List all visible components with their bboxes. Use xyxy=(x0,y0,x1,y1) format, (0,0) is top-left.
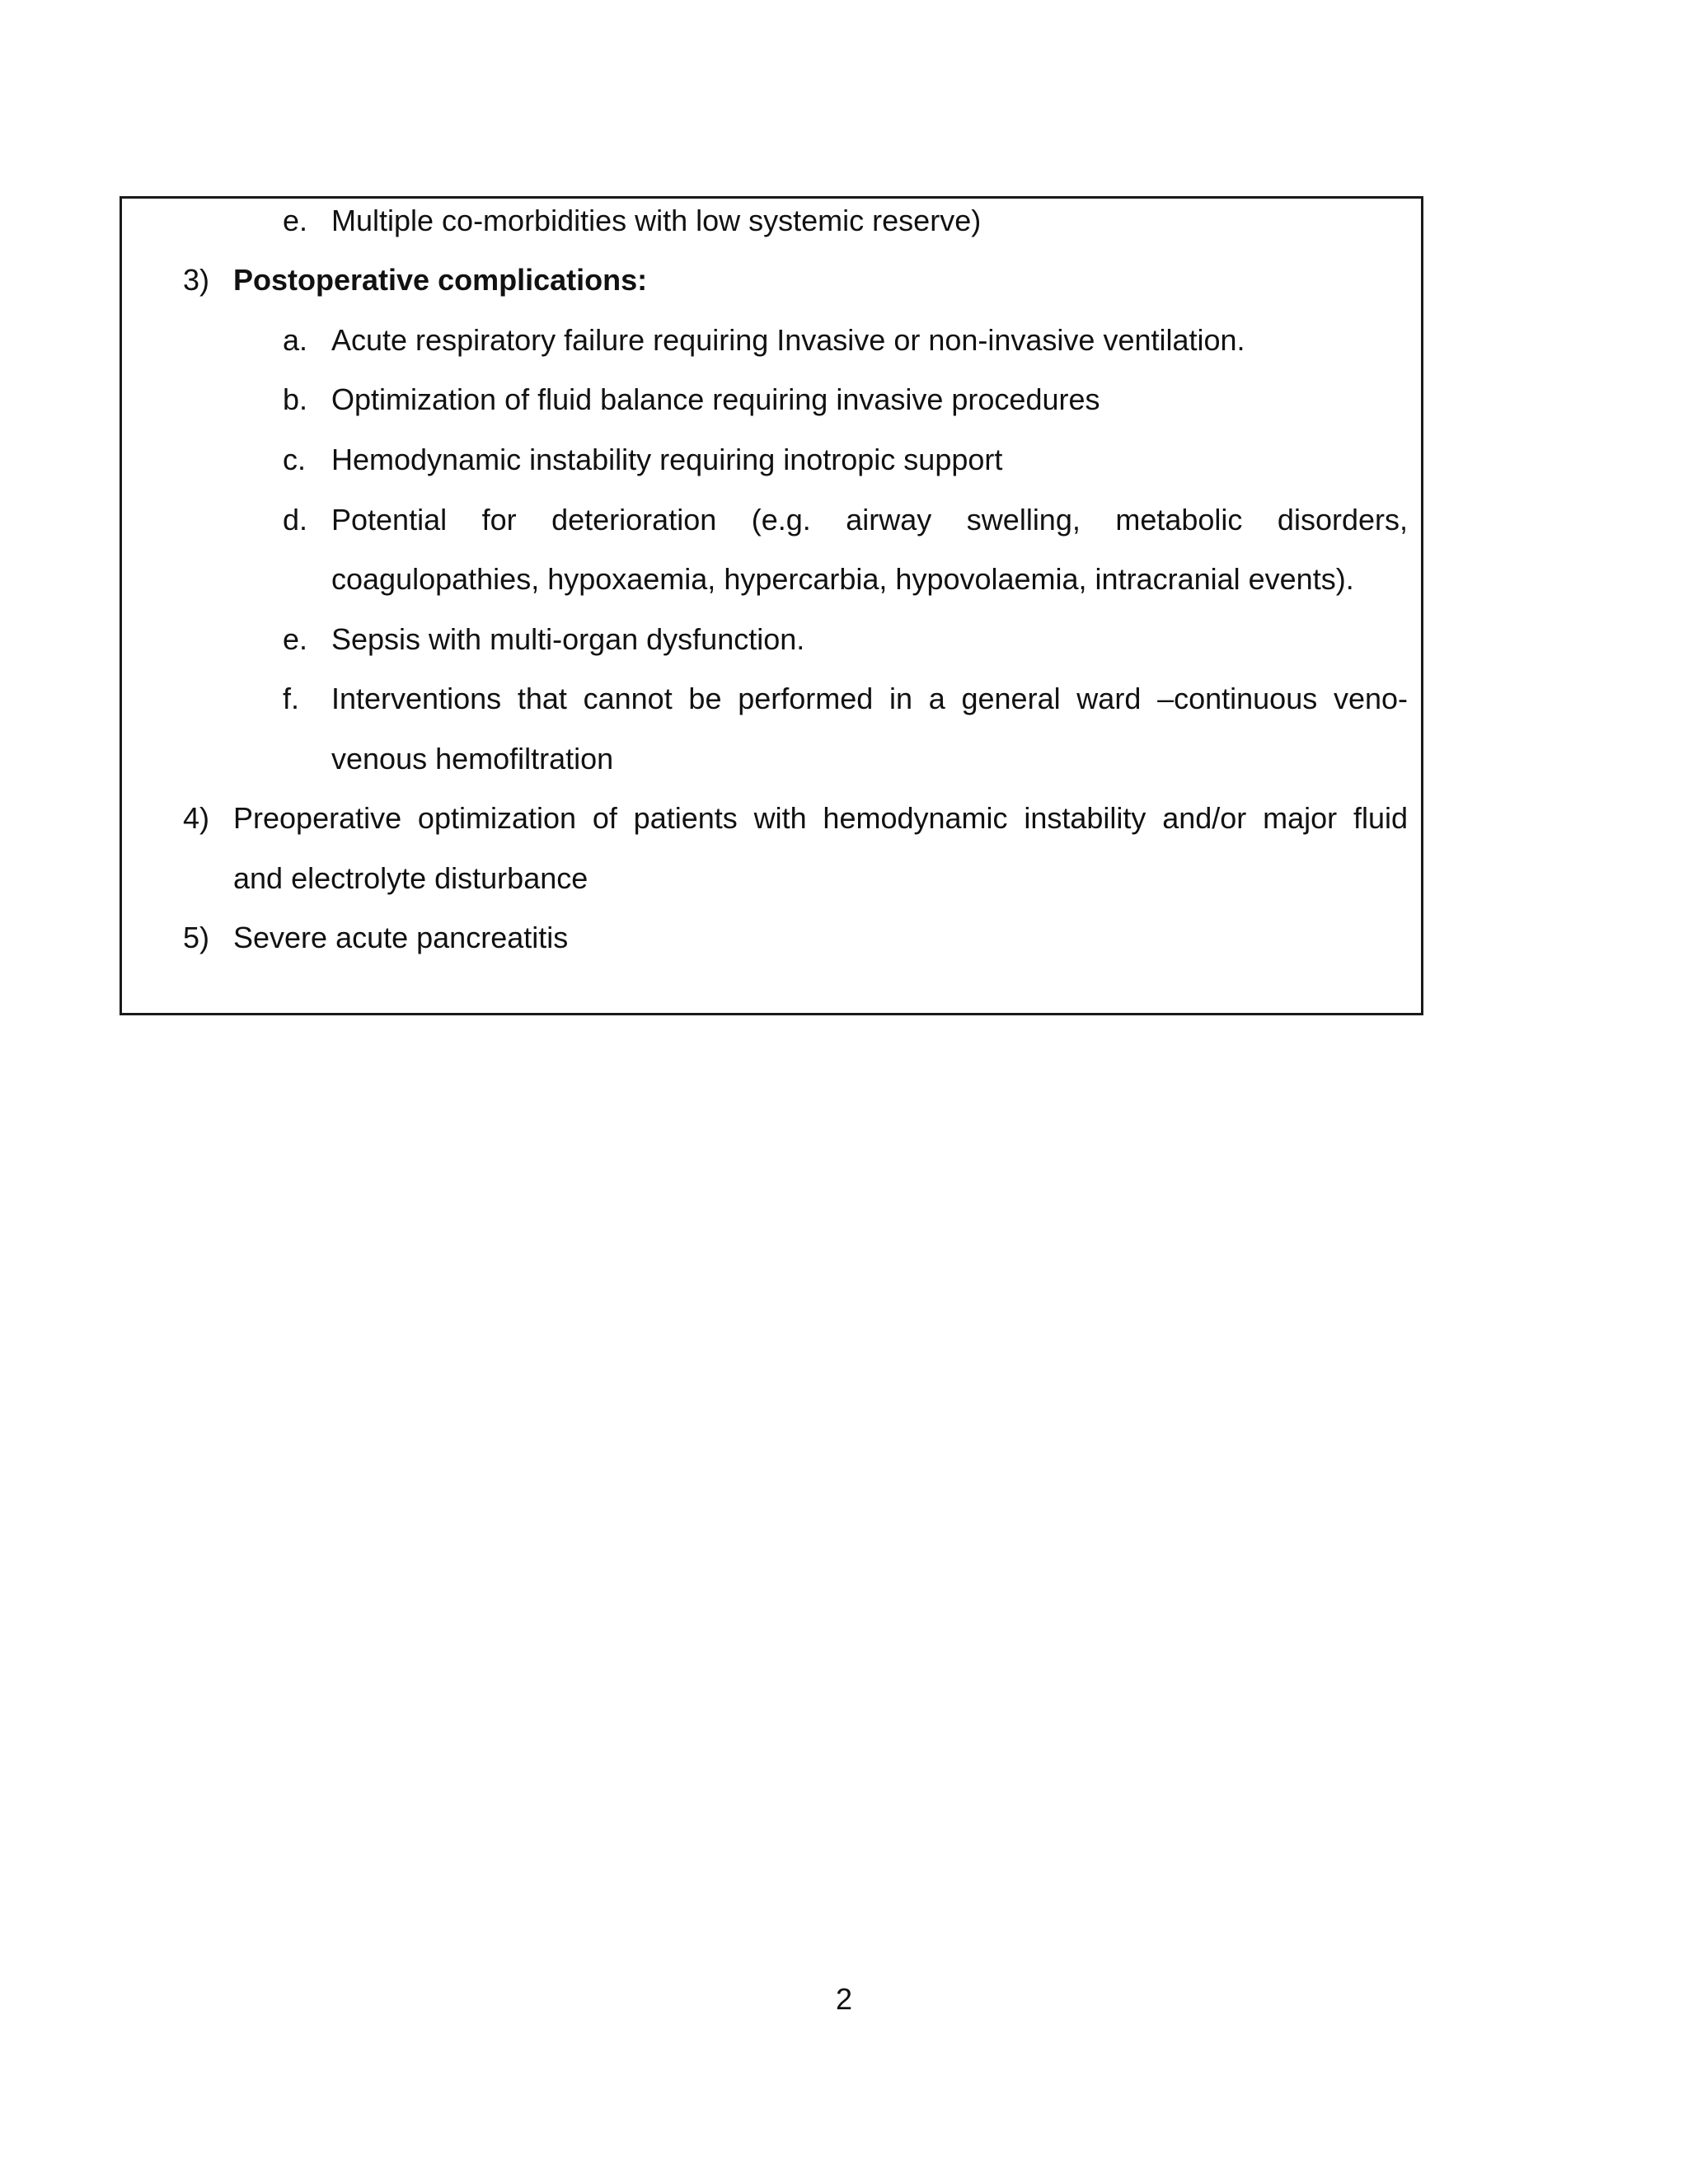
list-item-text: Multiple co-morbidities with low systemic reserve) xyxy=(331,204,982,237)
section-heading: Postoperative complications: xyxy=(233,263,648,297)
list-marker-f: f. xyxy=(283,682,300,715)
list-item-text: Hemodynamic instability requiring inotropic support xyxy=(331,443,1003,476)
page-number: 2 xyxy=(835,1982,853,2016)
list-item-text: Severe acute pancreatitis xyxy=(233,921,569,954)
list-marker-e: e. xyxy=(283,622,308,656)
list-item-text-line2: coagulopathies, hypoxaemia, hypercarbia, hypovolaemia, intracranial events). xyxy=(331,562,1354,596)
list-marker-d: d. xyxy=(283,503,308,537)
list-item-text-line2: venous hemofiltration xyxy=(331,742,614,776)
list-marker-5: 5) xyxy=(183,921,210,954)
list-marker-c: c. xyxy=(283,443,307,476)
list-item-text-line1: Interventions that cannot be performed in a general ward –continuous veno- xyxy=(331,682,1408,715)
list-marker-e: e. xyxy=(283,204,308,237)
list-item-text: Acute respiratory failure requiring Invasive or non-invasive ventilation. xyxy=(331,323,1245,357)
list-item-text-line2: and electrolyte disturbance xyxy=(233,861,588,895)
list-item-text: Optimization of fluid balance requiring invasive procedures xyxy=(331,382,1100,416)
list-marker-b: b. xyxy=(283,382,308,416)
list-marker-3: 3) xyxy=(183,263,210,297)
list-item-text-line1: Preoperative optimization of patients with hemodynamic instability and/or major fluid xyxy=(233,801,1408,835)
list-item-text-line1: Potential for deterioration (e.g. airway swelling, metabolic disorders, xyxy=(331,503,1408,537)
list-item-text: Sepsis with multi-organ dysfunction. xyxy=(331,622,805,656)
list-marker-a: a. xyxy=(283,323,308,357)
list-marker-4: 4) xyxy=(183,801,210,835)
